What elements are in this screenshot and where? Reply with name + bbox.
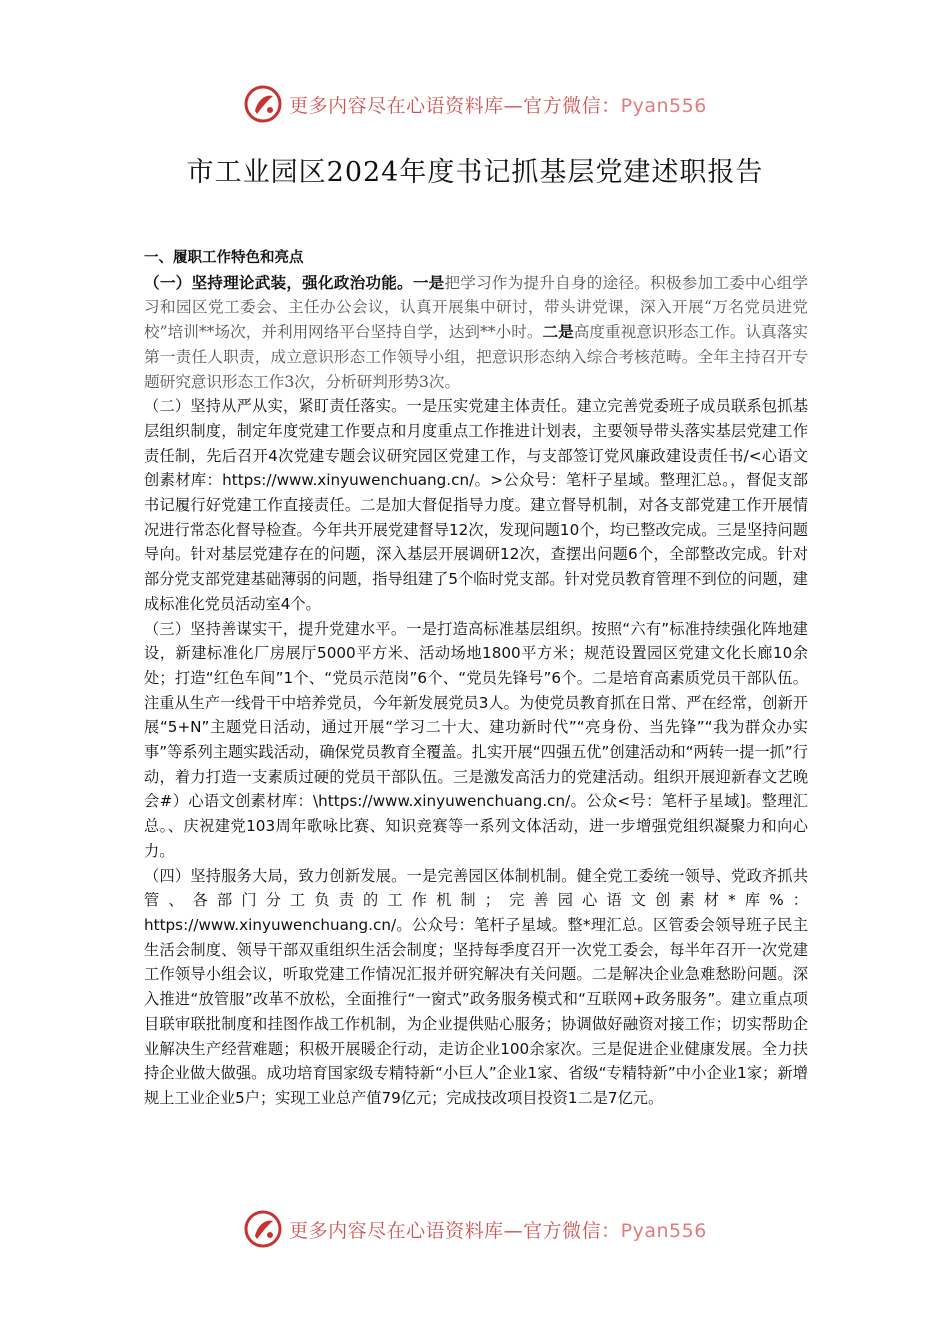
banner-handle: Pyan556	[620, 94, 707, 117]
paragraph-1: （一）坚持理论武装，强化政治功能。一是把学习作为提升自身的途径。积极参加工委中心组学习和园区党工委会、主任办公会议，认真开展集中研讨，带头讲党课，深入开展“万名党员进党校”培训**场次，并利用网络平台坚持自学，达到**小时。二是高度重视意识形态工作。认真落实第一责任人职责，成立意识形态工作领导小组，把意识形态纳入综合考核范畴。全年主持召开专题研究意识形态工作3次，分析研判形势3次。	[144, 272, 808, 391]
banner-text: 更多内容尽在心语资料库—官方微信：Pyan556	[289, 1219, 707, 1242]
document-body	[144, 246, 808, 1111]
footer-banner	[0, 1207, 950, 1251]
banner-handle: Pyan556	[620, 1219, 707, 1242]
brand-logo-icon	[243, 1209, 283, 1249]
paragraph-3: （三）坚持善谋实干，提升党建水平。一是打造高标准基层组织。按照“六有”标准持续强化阵地建设，新建标准化厂房展厅5000平方米、活动场地1800平方米；规范设置园区党建文化长廊10余处；打造“红色车间”1个、“党员示范岗”6个、“党员先锋号”6个。二是培育高素质党员干部队伍。注重从生产一线骨干中培养党员，今年新发展党员3人。为使党员教育抓在日常、严在经常，创新开展“5+N”主题党日活动，通过开展“学习二十大、建功新时代”“亮身份、当先锋”“我为群众办实事”等系列主题实践活动，确保党员教育全覆盖。扎实开展“四强五优”创建活动和“两转一提一抓”行动，着力打造一支素质过硬的党员干部队伍。三是激发高活力的党建活动。组织开展迎新春文艺晚会#）心语文创素材库：\https://www.xinyuwenchuang.cn/。公众<号：笔杆子星域]。整理汇总。、庆祝建党103周年歌咏比赛、知识竞赛等一系列文体活动，进一步增强党组织凝聚力和向心力。	[144, 619, 808, 860]
banner-text: 更多内容尽在心语资料库—官方微信：Pyan556	[289, 94, 707, 117]
page-title: 市工业园区2024年度书记抓基层党建述职报告	[186, 157, 764, 188]
header-banner	[0, 82, 950, 126]
brand-logo-icon	[243, 84, 283, 124]
paragraph-4: （四）坚持服务大局，致力创新发展。一是完善园区体制机制。健全党工委统一领导、党政齐抓共管、各部门分工负责的工作机制；完善园心语文创素材*库%：https://www.xinyuwenchuang.cn/。公众号：笔杆子星域。整*理汇总。区管委会领导班子民主生活会制度、领导干部双重组织生活会制度；坚持每季度召开一次党工委会，每半年召开一次党建工作领导小组会议，听取党建工作情况汇报并研究解决有关问题。二是解决企业急难愁盼问题。深入推进“放管服”改革不放松，全面推行“一窗式”政务服务模式和“互联网+政务服务”。建立重点项目联审联批制度和挂图作战工作机制，为企业提供贴心服务；协调做好融资对接工作；切实帮助企业解决生产经营难题；积极开展暖企行动，走访企业100余家次。三是促进企业健康发展。全力扶持企业做大做强。成功培育国家级专精特新“小巨人”企业1家、省级“专精特新”中小企业1家；新增规上工业企业5户；实现工业总产值79亿元；完成技改项目投资1二是7亿元。	[144, 866, 808, 1107]
paragraph-2: （二）坚持从严从实，紧盯责任落实。一是压实党建主体责任。建立完善党委班子成员联系包抓基层组织制度，制定年度党建工作要点和月度重点工作推进计划表，主要领导带头落实基层党建工作责任制，先后召开4次党建专题会议研究园区党建工作，与支部签订党风廉政建设责任书/<心语文创素材库：https://www.xinyuwenchuang.cn/。>公众号：笔杆子星域。整理汇总。，督促支部书记履行好党建工作直接责任。二是加大督促指导力度。建立督导机制，对各支部党建工作开展情况进行常态化督导检查。今年共开展党建督导12次，发现问题10个，均已整改完成。三是坚持问题导向。针对基层党建存在的问题，深入基层开展调研12次，查摆出问题6个，全部整改完成。针对部分党支部党建基础薄弱的问题，指导组建了5个临时党支部。针对党员教育管理不到位的问题，建成标准化党员活动室4个。	[144, 397, 808, 613]
section-heading: 一、履职工作特色和亮点	[144, 250, 304, 266]
